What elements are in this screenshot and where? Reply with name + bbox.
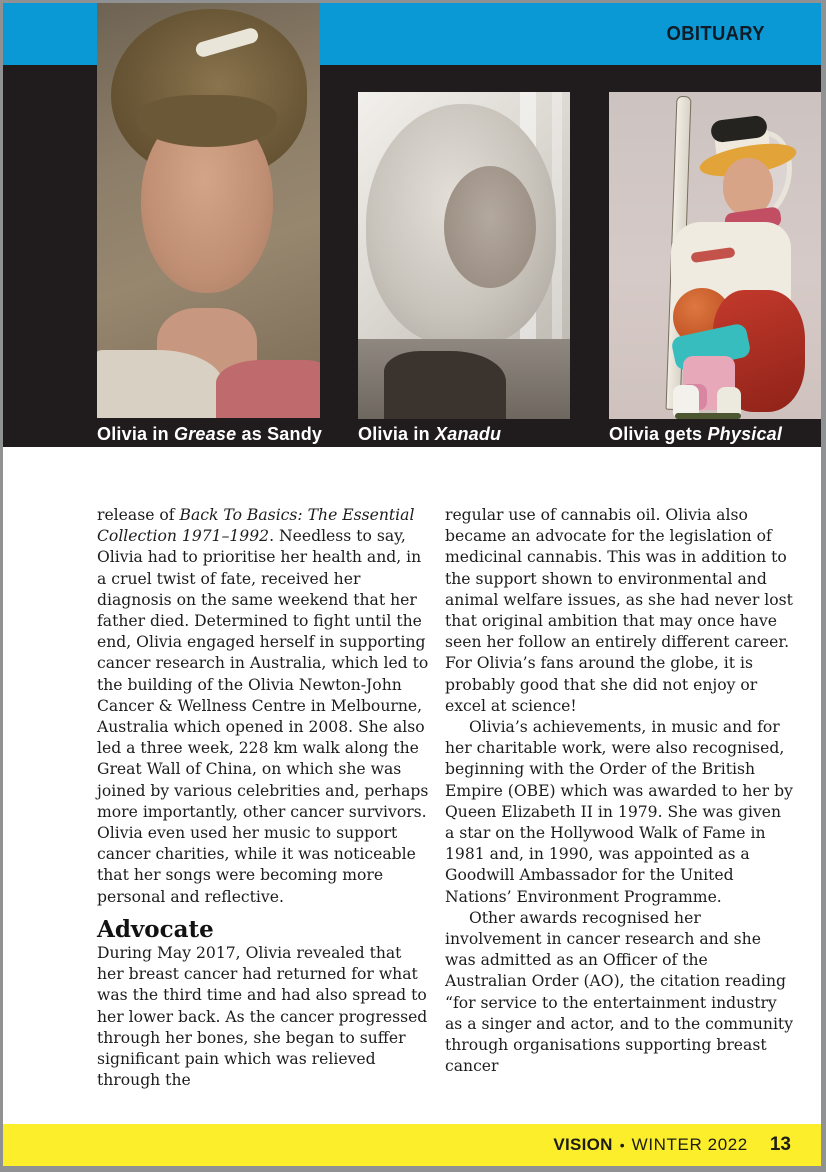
body-column-left (97, 505, 431, 1091)
paragraph-rest: . Needless to say, Olivia had to prioritise her health and, in a cruel twist of fate, received her diagnosis on the same weekend that her father died. Determined to fight until the end, Olivia engaged herself in supporting cancer research in Australia, which led to the building of the Olivia Newton-John Cancer & Wellness Centre in Melbourne, Australia which opened in 2008. She also led a three week, 228 km walk along the Great Wall of China, on which she was joined by various celebrities and, perhaps more importantly, other cancer survivors. Olivia even used her music to support cancer charities, while it was noticeable that her songs were becoming more personal and reflective. (97, 527, 429, 906)
paragraph-cannabis: regular use of cannabis oil. Olivia also became an advocate for the legislation of medicinal cannabis. This was in addition to the support shown to environmental and animal welfare issues, as she had never lost that original ambition that may once have seen her follow an entirely different career. For Olivia’s fans around the globe, it is probably good that she did not enjoy or excel at science! (445, 506, 793, 715)
photo-caption-xanadu (358, 420, 501, 448)
footer-bar (3, 1124, 821, 1166)
advocate-heading: Advocate (97, 915, 214, 943)
caption-title-italic: Grease (174, 423, 237, 444)
bullet-separator: • (619, 1137, 625, 1153)
caption-title-italic: Xanadu (435, 423, 502, 444)
photo-caption-physical (609, 420, 782, 448)
section-label: OBITUARY (666, 22, 765, 45)
body-column-right (445, 505, 793, 1077)
photo-physical (609, 92, 821, 419)
photo-grease-sandy (97, 3, 320, 418)
paragraph-achievements: Olivia’s achievements, in music and for her charitable work, were also recognised, beginning with the Order of the British Empire (OBE) which was awarded to her by Queen Elizabeth II in 1979. She was given a star on the Hollywood Walk of Fame in 1981 and, in 1990, was appointed as a Goodwill Ambassador for the United Nations’ Environment Programme. (445, 718, 793, 906)
photo-xanadu (358, 92, 570, 419)
caption-text: as Sandy (236, 423, 323, 444)
footer-brand: VISION (553, 1135, 613, 1154)
caption-text: Olivia in (97, 423, 175, 444)
album-title-italic: Back To Basics: The Essential Collection 1971–1992 (97, 506, 415, 546)
paragraph-release (97, 505, 431, 908)
photo-grease-pink-blouse (216, 360, 320, 418)
photo-xanadu-sequin-top (384, 351, 506, 419)
paragraph-lead: release of (97, 506, 180, 524)
page-number: 13 (769, 1134, 791, 1155)
caption-text: Olivia gets (609, 423, 708, 444)
photo-physical-skate-wheels (675, 413, 741, 419)
footer-season: WINTER 2022 (631, 1135, 748, 1154)
photo-grease-white-ruffle (97, 350, 223, 418)
paragraph-advocate: During May 2017, Olivia revealed that her breast cancer had returned for what was the third time and had also spread to her lower back. As the cancer progressed through her bones, she began to suffer significant pain which was relieved through the (97, 944, 428, 1090)
photo-grease-bangs (137, 95, 277, 147)
photo-caption-grease (97, 420, 322, 448)
photo-xanadu-face (444, 166, 536, 288)
caption-text: Olivia in (358, 423, 436, 444)
paragraph-awards: Other awards recognised her involvement in cancer research and she was admitted as an Officer of the Australian Order (AO), the citation reading “for service to the entertainment industry as a singer and actor, and to the community through organisations supporting breast cancer (445, 908, 794, 1076)
caption-title-italic: Physical (707, 423, 783, 444)
